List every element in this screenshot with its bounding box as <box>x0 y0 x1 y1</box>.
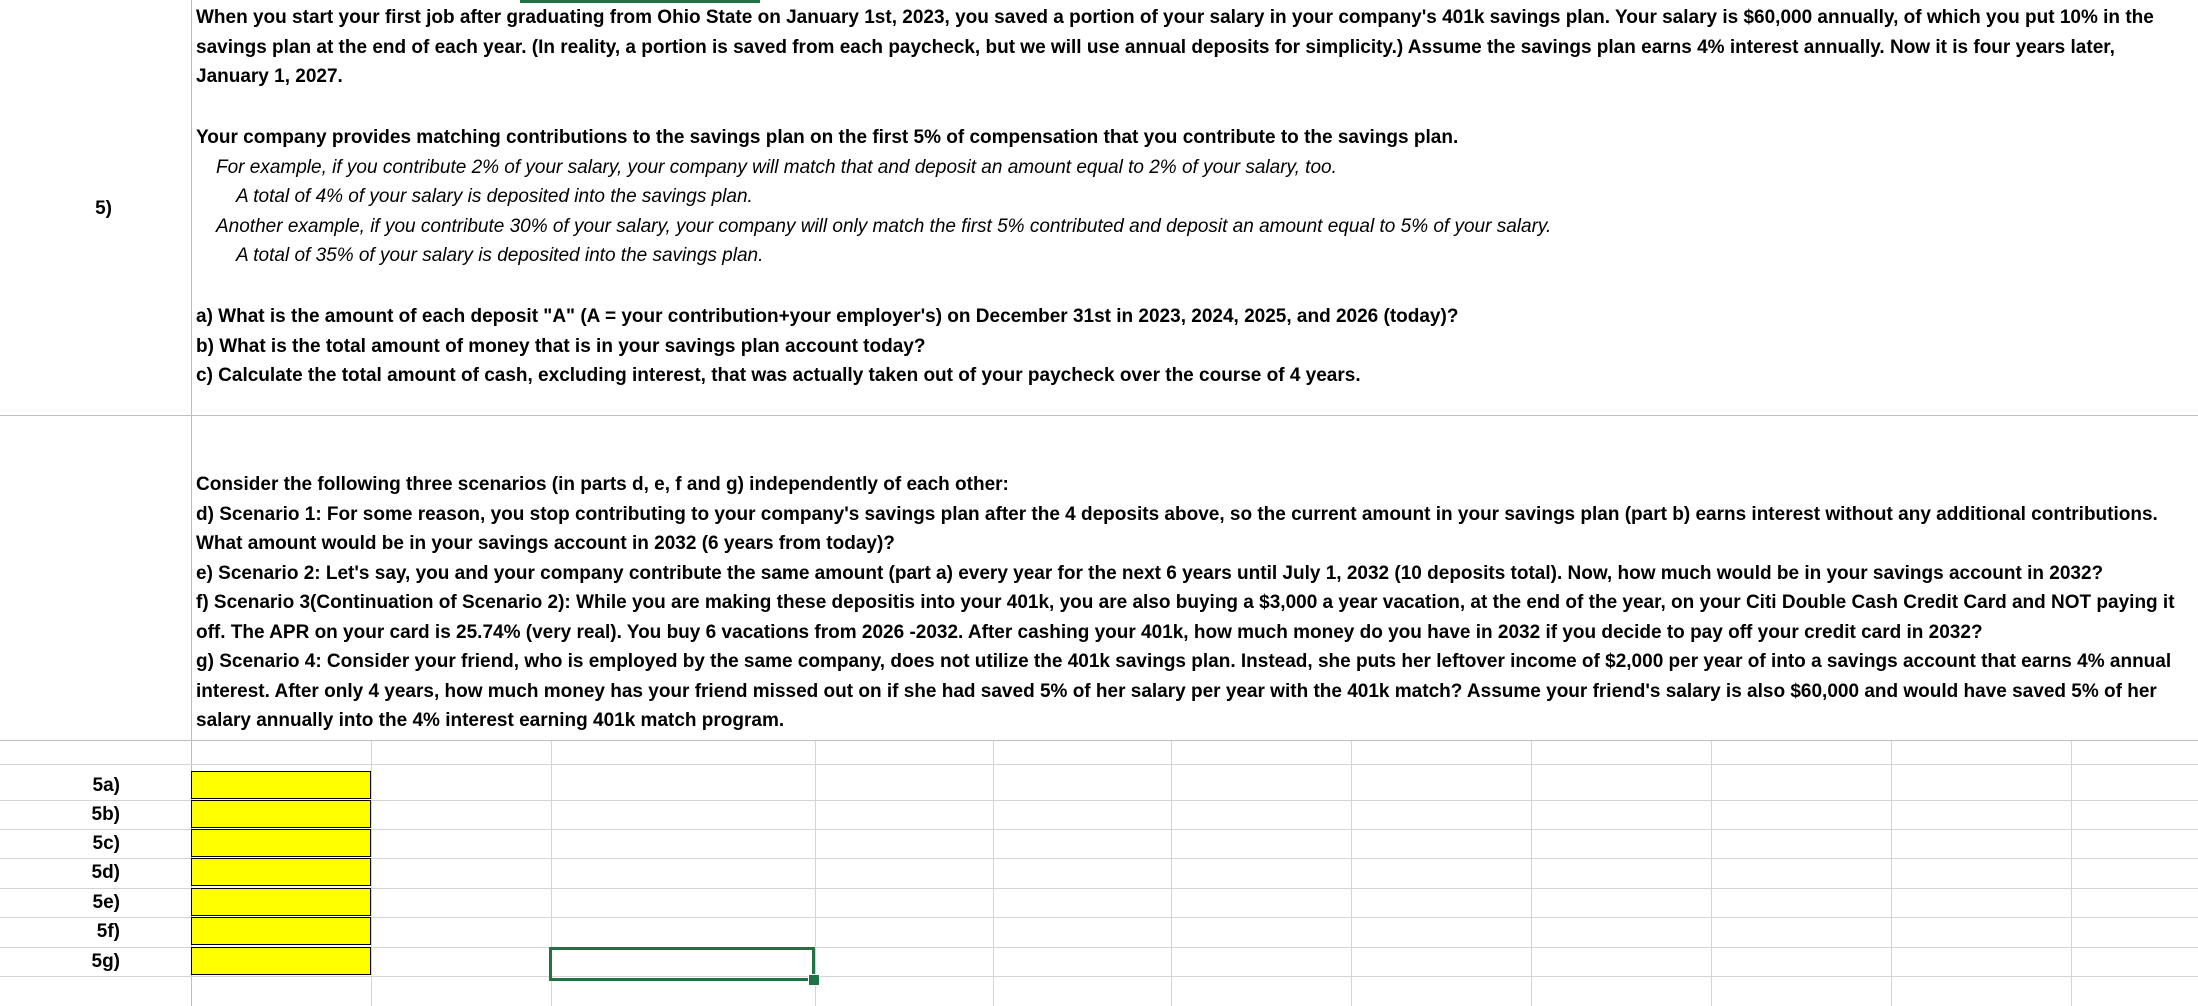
scenario-f-line-2: off. The APR on your card is 25.74% (very real). You buy 6 vacations from 2026 -2032. After cashing your 401k, how much money do you have in 2032 if you decide to pay off your credit card in 2032? <box>196 621 1983 643</box>
answer-cell-5e[interactable] <box>191 888 371 916</box>
answer-cell-5d[interactable] <box>191 858 371 886</box>
scenario-e-line: e) Scenario 2: Let's say, you and your company contribute the same amount (part a) every year for the next 6 years until July 1, 2032 (10 deposits total). Now, how much would be in your savings account in 2032? <box>196 562 2104 584</box>
gridline-col-j <box>1891 740 1892 1006</box>
answer-cell-5b[interactable] <box>191 800 371 828</box>
matching-contributions-cell[interactable] <box>196 123 1551 271</box>
scenario-f-line-1: f) Scenario 3(Continuation of Scenario 2): While you are making these depositis into your 401k, you are also buying a $3,000 a year vacation, at the end of the year, on your Citi Double Cash Credit Card and NOT paying it <box>196 592 2175 613</box>
scenario-d-line-1: d) Scenario 1: For some reason, you stop contributing to your company's savings plan after the 4 deposits above, so the current amount in your savings plan (part b) earns interest without any additional contributions. <box>196 503 2158 525</box>
question-a: a) What is the amount of each deposit "A" (A = your contribution+your employer's) on December 31st in 2023, 2024, 2025, and 2026 (today)? <box>196 306 1459 327</box>
answer-cell-5a[interactable] <box>191 771 371 799</box>
scenario-g-line-2: interest. After only 4 years, how much money has your friend missed out on if she had saved 5% of her salary per year with the 401k match? Assume your friend's salary is also $60,000 and would have saved 5% of her <box>196 680 2157 702</box>
scenario-g-line-1: g) Scenario 4: Consider your friend, who is employed by the same company, does not utilize the 401k savings plan. Instead, she puts her leftover income of $2,000 per year of into a savings account that earns 4% annual <box>196 651 2172 672</box>
gridline-row-1 <box>0 415 2198 416</box>
answer-label-5g: 5g) <box>91 951 120 972</box>
answer-label-5d: 5d) <box>91 862 120 883</box>
questions-abc-cell[interactable] <box>196 302 1458 391</box>
gridline-col-e <box>993 740 994 1006</box>
question-number-label: 5) <box>95 198 112 219</box>
question-b: b) What is the total amount of money that is in your savings plan account today? <box>196 335 926 357</box>
answer-label-5e: 5e) <box>92 892 120 913</box>
gridline-row-10 <box>0 976 2198 977</box>
problem-intro-cell[interactable] <box>196 3 2154 92</box>
active-cell-selection[interactable] <box>549 947 815 981</box>
matching-example-2-total: A total of 35% of your salary is deposited into the savings plan. <box>236 245 764 266</box>
gridline-col-f <box>1171 740 1172 1006</box>
gridline-col-g <box>1351 740 1352 1006</box>
gridline-col-h <box>1531 740 1532 1006</box>
gridline-col-k <box>2071 740 2072 1006</box>
answer-cell-5g[interactable] <box>191 947 371 975</box>
intro-line-1: When you start your first job after graduating from Ohio State on January 1st, 2023, you saved a portion of your salary in your company's 401k savings plan. Your salary is $60,000 annually, of which you put 10% in the <box>196 7 2154 28</box>
answer-label-5a: 5a) <box>92 775 120 796</box>
scenario-g-line-3: salary annually into the 4% interest earning 401k match program. <box>196 710 785 731</box>
question-c: c) Calculate the total amount of cash, excluding interest, that was actually taken out of your paycheck over the course of 4 years. <box>196 365 1361 386</box>
gridline-col-d <box>815 740 816 1006</box>
scenarios-cell[interactable] <box>196 470 2175 736</box>
scenarios-intro: Consider the following three scenarios (in parts d, e, f and g) independently of each other: <box>196 474 1009 495</box>
intro-line-2: savings plan at the end of each year. (In reality, a portion is saved from each paycheck, but we will use annual deposits for simplicity.) Assume the savings plan earns 4% interest annually. Now it is four years later, <box>196 36 2115 58</box>
answer-label-5f: 5f) <box>96 921 120 942</box>
answer-cell-5c[interactable] <box>191 829 371 857</box>
intro-line-3: January 1, 2027. <box>196 66 343 87</box>
gridline-col-b <box>371 740 372 1006</box>
matching-example-1: For example, if you contribute 2% of your salary, your company will match that and deposit an amount equal to 2% of your salary, too. <box>216 156 1337 178</box>
answer-label-5b: 5b) <box>91 804 120 825</box>
matching-heading: Your company provides matching contributions to the savings plan on the first 5% of compensation that you contribute to the savings plan. <box>196 127 1459 148</box>
scenario-d-line-2: What amount would be in your savings account in 2032 (6 years from today)? <box>196 533 895 554</box>
matching-example-2: Another example, if you contribute 30% of your salary, your company will only match the first 5% contributed and deposit an amount equal to 5% of your salary. <box>216 215 1552 237</box>
gridline-row-2 <box>0 740 2198 741</box>
answer-label-5c: 5c) <box>92 833 120 854</box>
answer-cell-5f[interactable] <box>191 917 371 945</box>
fill-handle[interactable] <box>808 974 820 986</box>
gridline-row-3 <box>0 764 2198 765</box>
gridline-col-i <box>1711 740 1712 1006</box>
matching-example-1-total: A total of 4% of your salary is deposited into the savings plan. <box>236 186 753 207</box>
